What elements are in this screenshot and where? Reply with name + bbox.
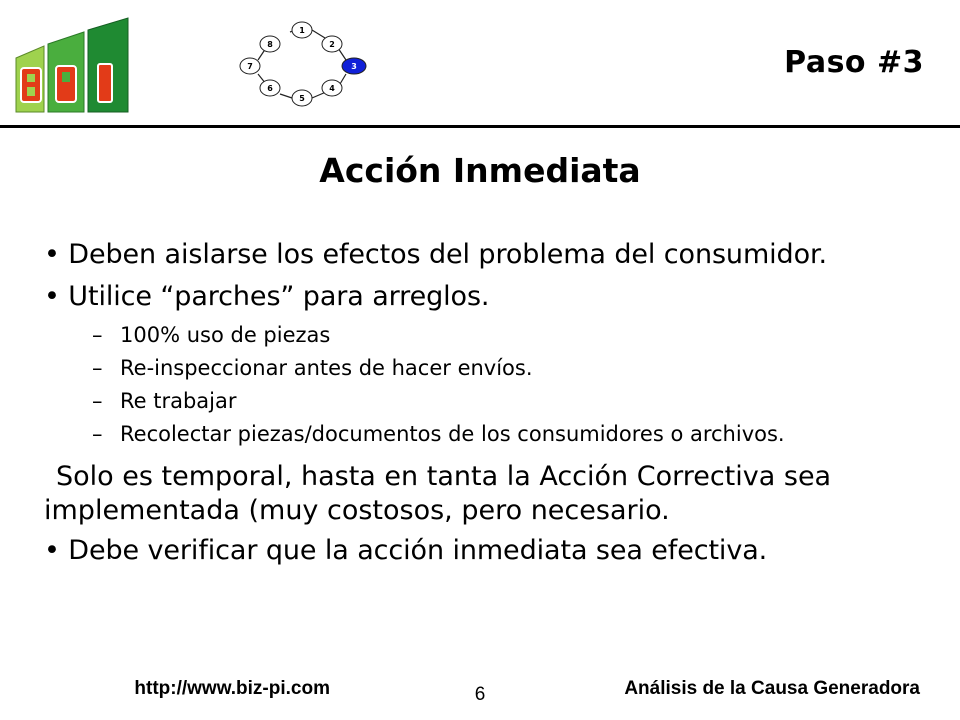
dash-marker: – <box>92 389 103 413</box>
bullet-point-1: • Deben aislarse los efectos del problema del consumidor. <box>44 239 828 270</box>
cycle-step-5 <box>292 90 312 106</box>
footer-url-link[interactable]: http://www.biz-pi.com <box>134 678 330 699</box>
sub-bullet-item <box>44 322 934 349</box>
cycle-step-label: 1 <box>299 26 305 35</box>
cycle-step-6 <box>260 80 280 96</box>
cycle-step-2 <box>322 36 342 52</box>
cycle-step-label: 2 <box>329 40 335 49</box>
footer-title: Análisis de la Causa Generadora <box>624 678 920 699</box>
cycle-step-label: 3 <box>351 62 357 71</box>
sub-bullet-text: Recolectar piezas/documentos de los consumidores o archivos. <box>120 422 785 446</box>
cycle-step-8 <box>260 36 280 52</box>
bullet-point-2: • Utilice “parches” para arreglos. <box>44 281 490 312</box>
sub-bullet-text: 100% uso de piezas <box>120 323 331 347</box>
cycle-step-4 <box>322 80 342 96</box>
dash-marker: – <box>92 422 103 446</box>
slide-body <box>44 238 934 576</box>
page-number: 6 <box>474 684 486 705</box>
dash-marker: – <box>92 356 103 380</box>
step-label: Paso #3 <box>784 45 924 80</box>
bullet-point-3: • Debe verificar que la acción inmediata sea efectiva. <box>44 535 768 566</box>
logo-letters <box>21 64 112 102</box>
sub-bullet-text: Re trabajar <box>120 389 237 413</box>
sub-bullet-item <box>44 388 934 415</box>
cycle-step-label: 8 <box>267 40 273 49</box>
cycle-step-1 <box>292 22 312 38</box>
sub-bullet-item <box>44 355 934 382</box>
cycle-step-label: 4 <box>329 84 335 93</box>
dash-marker: – <box>92 323 103 347</box>
sub-bullet-list <box>44 322 934 448</box>
cycle-step-label: 5 <box>299 94 305 103</box>
cycle-step-7 <box>240 58 260 74</box>
header-divider <box>0 125 960 128</box>
slide-title: Acción Inmediata <box>319 151 641 190</box>
temporary-note: Solo es temporal, hasta en tanta la Acción Correctiva sea implementada (muy costosos, pero necesario. <box>44 461 832 526</box>
cycle-step-label: 7 <box>247 62 253 71</box>
cycle-step-3 <box>342 58 366 74</box>
sub-bullet-text: Re-inspeccionar antes de hacer envíos. <box>120 356 533 380</box>
bpi-logo <box>14 16 134 114</box>
sub-bullet-item <box>44 421 934 448</box>
process-cycle-diagram <box>228 18 376 114</box>
slide-footer <box>0 676 960 706</box>
cycle-step-label: 6 <box>267 84 273 93</box>
